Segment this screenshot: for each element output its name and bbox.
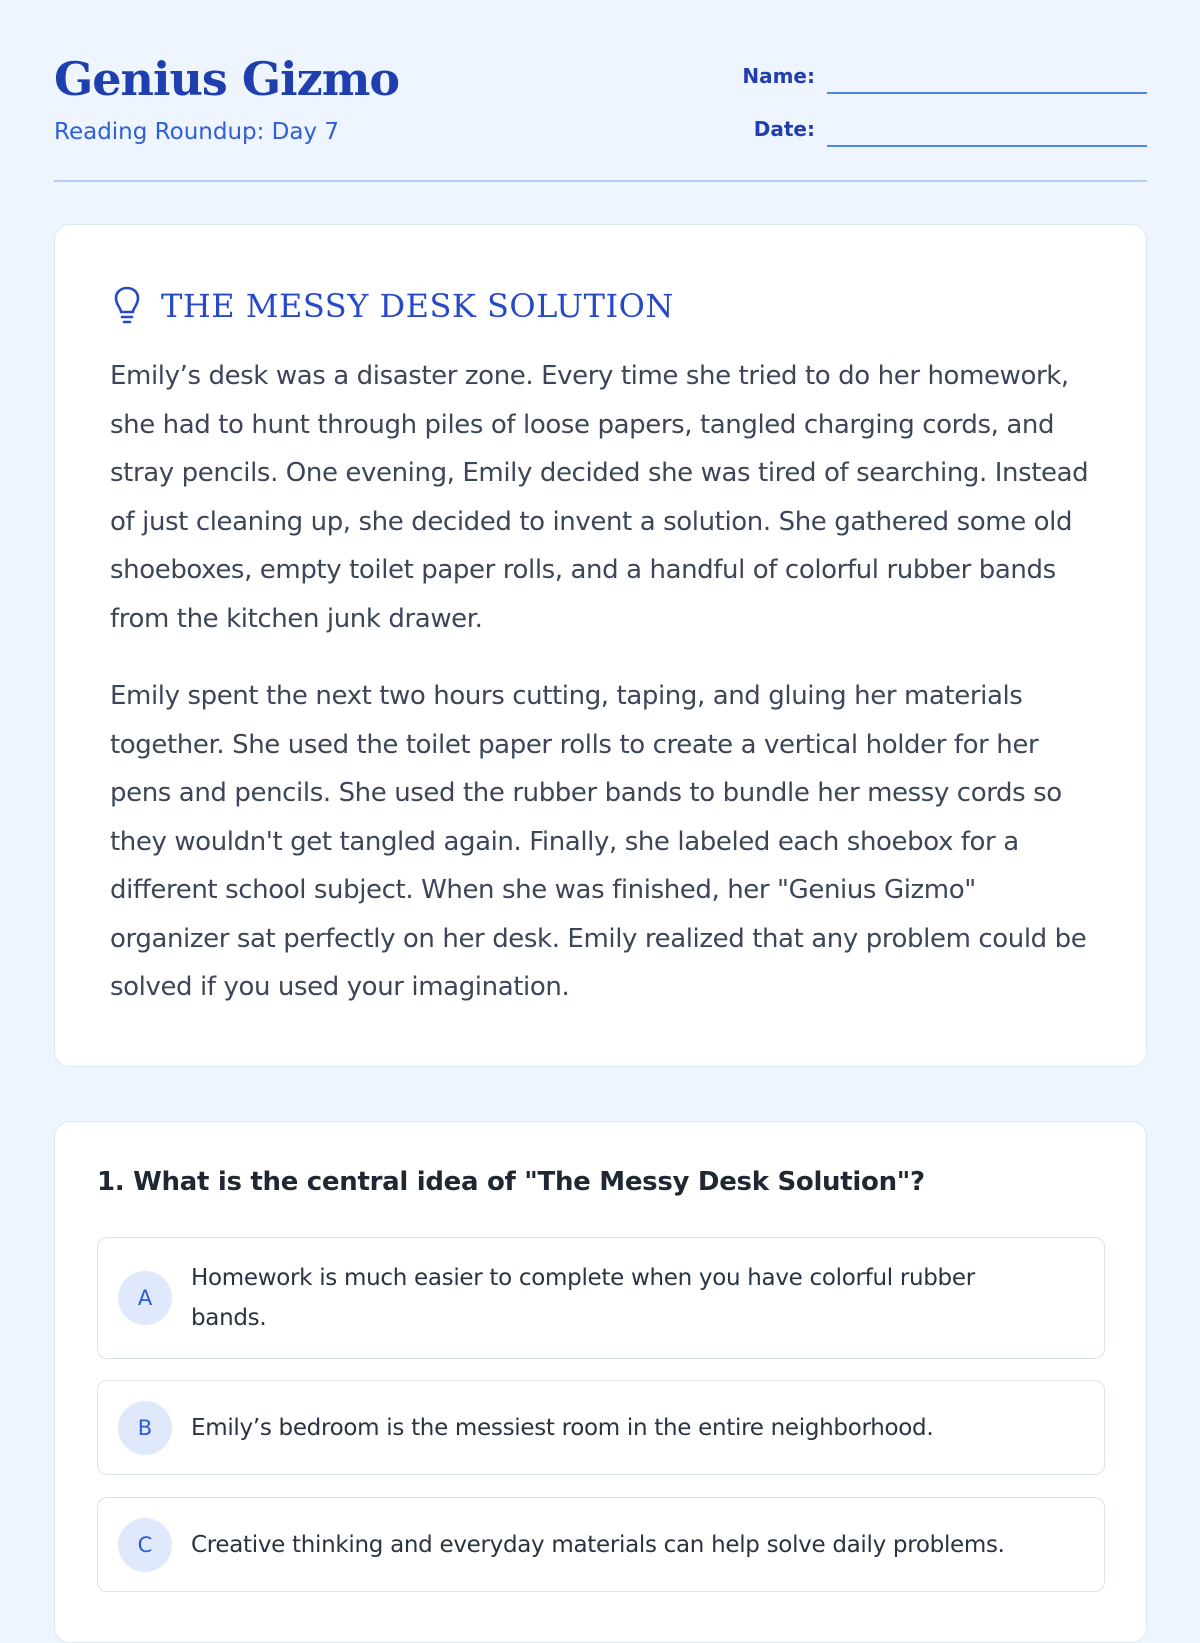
answer-option-b[interactable]	[97, 1380, 1105, 1475]
name-label: Name:	[742, 64, 815, 88]
header-divider	[54, 180, 1147, 182]
question-card	[54, 1121, 1147, 1643]
option-text: Homework is much easier to complete when you have colorful rubber bands.	[191, 1265, 975, 1331]
question-text: 1. What is the central idea of "The Messy Desk Solution"?	[97, 1167, 925, 1197]
date-field-line[interactable]	[827, 145, 1147, 147]
answer-option-c[interactable]	[97, 1497, 1105, 1592]
lightbulb-icon	[113, 286, 141, 326]
option-text: Emily’s bedroom is the messiest room in the entire neighborhood.	[191, 1414, 934, 1441]
story-paragraph: Emily spent the next two hours cutting, taping, and gluing her materials together. She used the toilet paper rolls to create a vertical holder for her pens and pencils. She used the rubber bands to bundle her messy cords so they wouldn't get tangled again. Finally, she labeled each shoebox for a different school subject. When she was finished, her "Genius Gizmo" organizer sat perfectly on her desk. Emily realized that any problem could be solved if you used your imagination.	[110, 681, 1087, 1002]
story-heading	[113, 281, 674, 331]
name-field-line[interactable]	[827, 92, 1147, 94]
option-text: Creative thinking and everyday materials can help solve daily problems.	[191, 1531, 1005, 1558]
worksheet-subtitle: Reading Roundup: Day 7	[54, 119, 340, 145]
story-card	[54, 224, 1147, 1067]
worksheet-title: Genius Gizmo	[54, 52, 400, 106]
story-paragraph: Emily’s desk was a disaster zone. Every time she tried to do her homework, she had to hunt through piles of loose papers, tangled charging cords, and stray pencils. One evening, Emily decided she was tired of searching. Instead of just cleaning up, she decided to invent a solution. She gathered some old shoeboxes, empty toilet paper rolls, and a handful of colorful rubber bands from the kitchen junk drawer.	[110, 361, 1089, 634]
option-letter-badge: A	[118, 1271, 172, 1325]
worksheet-header	[54, 0, 1147, 183]
date-label: Date:	[753, 117, 815, 141]
answer-option-a[interactable]	[97, 1237, 1105, 1359]
option-letter-badge: C	[118, 1518, 172, 1572]
story-title: THE MESSY DESK SOLUTION	[161, 286, 674, 325]
option-letter-badge: B	[118, 1401, 172, 1455]
